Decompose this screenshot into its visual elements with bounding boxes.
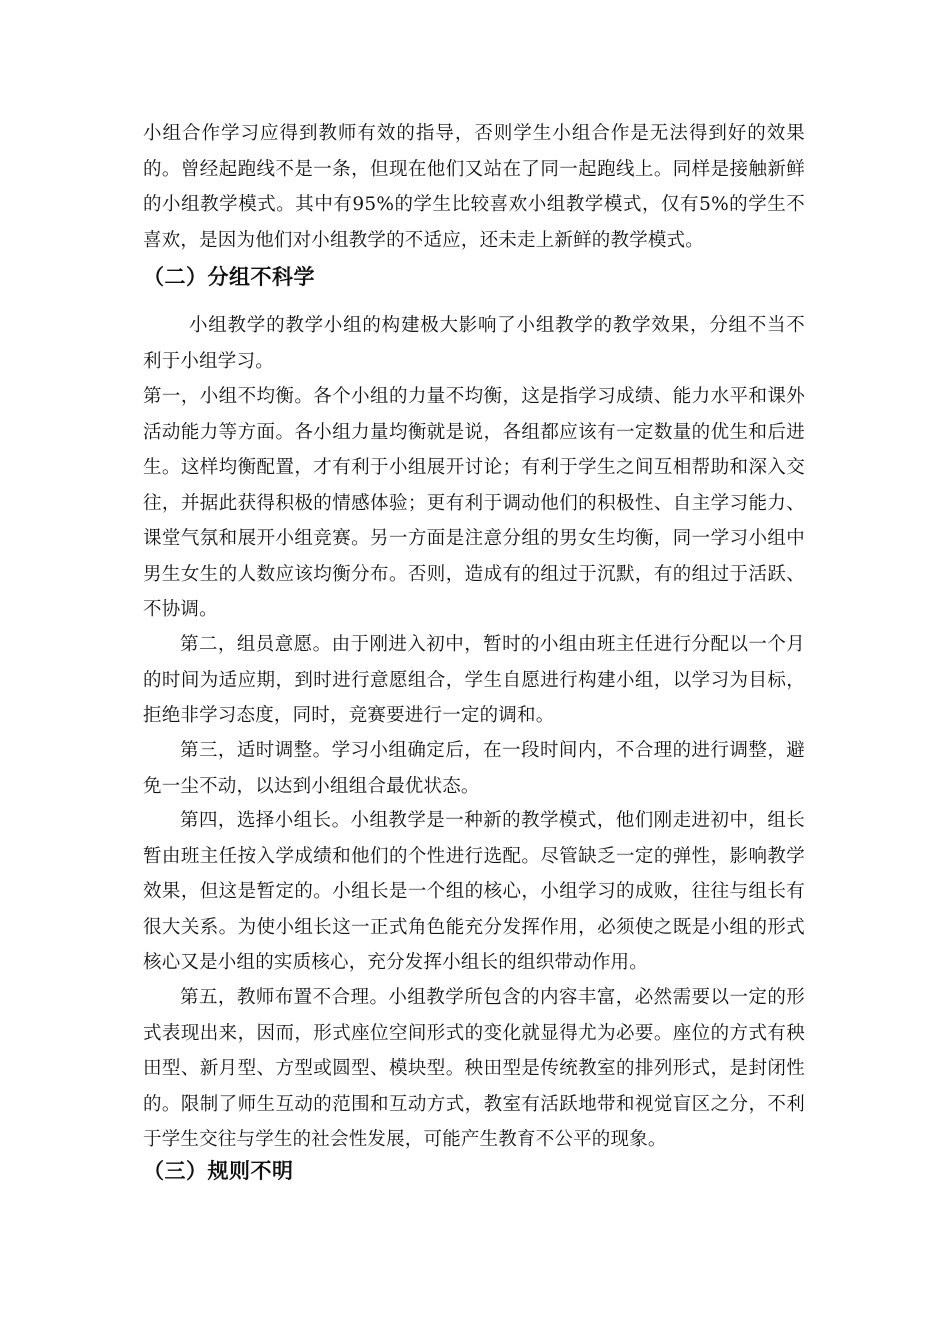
- paragraph-intro: 小组合作学习应得到教师有效的指导，否则学生小组合作是无法得到好的效果的。曾经起跑线不是一条，但现在他们又站在了同一起跑线上。同样是接触新鲜的小组教学模式。其中有95%的学生比较喜欢小组教学模式，仅有5%的学生不喜欢，是因为他们对小组教学的不适应，还未走上新鲜的教学模式。: [143, 123, 805, 251]
- paragraph-third-point: 第三，适时调整。学习小组确定后，在一段时间内，不合理的进行调整，避免一尘不动，以达到小组组合最优状态。: [143, 740, 805, 797]
- paragraph-fourth-point: 第四，选择小组长。小组教学是一种新的教学模式，他们刚走进初中，组长暂由班主任按入学成绩和他们的个性进行选配。尽管缺乏一定的弹性，影响教学效果，但这是暂定的。小组长是一个组的核心，小组学习的成败，往往与组长有很大关系。为使小组长这一正式角色能充分发挥作用，必须使之既是小组的形式核心又是小组的实质核心，充分发挥小组长的组织带动作用。: [143, 810, 805, 973]
- paragraph-first-point: 第一，小组不均衡。各个小组的力量不均衡，这是指学习成绩、能力水平和课外活动能力等方面。各小组力量均衡就是说，各组都应该有一定数量的优生和后进生。这样均衡配置，才有利于小组展开讨论；有利于学生之间互相帮助和深入交往，并据此获得积极的情感体验；更有利于调动他们的积极性、自主学习能力、课堂气氛和展开小组竞赛。另一方面是注意分组的男女生均衡，同一学习小组中男生女生的人数应该均衡分布。否则，造成有的组过于沉默，有的组过于活跃、不协调。: [143, 386, 805, 620]
- section-heading-grouping: （二）分组不科学: [143, 264, 315, 289]
- section-heading-rules: （三）规则不明: [143, 1158, 294, 1183]
- paragraph-grouping: 小组教学的教学小组的构建极大影响了小组教学的教学效果，分组不当不利于小组学习。: [143, 315, 805, 372]
- paragraph-fifth-point: 第五，教师布置不合理。小组教学所包含的内容丰富，必然需要以一定的形式表现出来，因而，形式座位空间形式的变化就显得尤为必要。座位的方式有秧田型、新月型、方型或圆型、模块型。秧田型是传统教室的排列形式，是封闭性的。限制了师生互动的范围和互动方式，教室有活跃地带和视觉盲区之分，不利于学生交往与学生的社会性发展，可能产生教育不公平的现象。: [143, 987, 805, 1150]
- paragraph-second-point: 第二，组员意愿。由于刚进入初中，暂时的小组由班主任进行分配以一个月的时间为适应期，到时进行意愿组合，学生自愿进行构建小组，以学习为目标，拒绝非学习态度，同时，竞赛要进行一定的调和。: [143, 634, 805, 726]
